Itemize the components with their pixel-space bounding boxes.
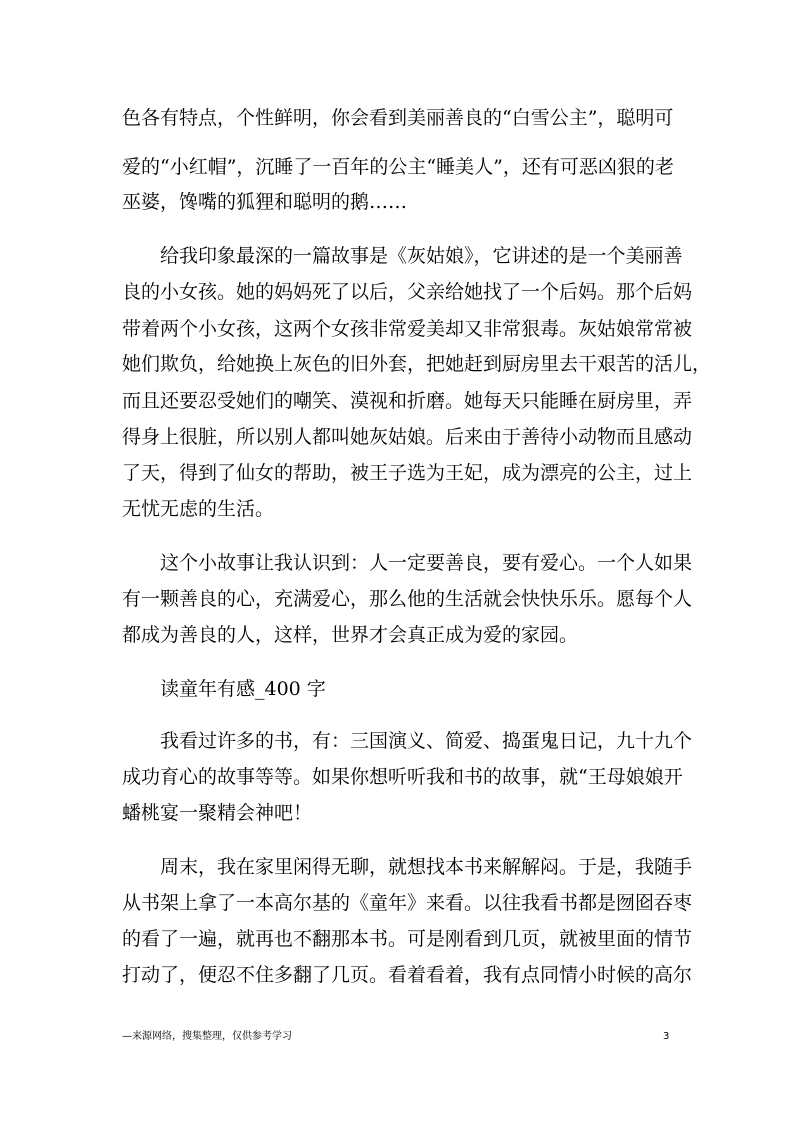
text-line: 给我印象最深的一篇故事是《灰姑娘》，它讲述的是一个美丽善 [160, 245, 683, 267]
text-line: 从书架上拿了一本高尔基的《童年》来看。以往我看书都是囫囵吞枣 [122, 892, 693, 914]
text-line: 无忧无虑的生活。 [122, 498, 275, 520]
text-line: 她们欺负，给她换上灰色的旧外套，把她赶到厨房里去干艰苦的活儿， [122, 353, 712, 375]
text-line: 带着两个小女孩，这两个女孩非常爱美却又非常狠毒。灰姑娘常常被 [122, 318, 693, 340]
text-line: 有一颗善良的心，充满爱心，那么他的生活就会快快乐乐。愿每个人 [122, 588, 693, 610]
text-line: 读童年有感_400 字 [160, 678, 326, 700]
text-line: 这个小故事让我认识到：人一定要善良，要有爱心。一个人如果 [160, 552, 693, 574]
footer-source-note: —来源网络，搜集整理，仅供参考学习 [122, 1031, 292, 1042]
text-line: 我看过许多的书，有：三国演义、简爱、捣蛋鬼日记，九十九个 [160, 730, 693, 752]
text-line: 周末，我在家里闲得无聊，就想找本书来解解闷。于是，我随手 [160, 856, 693, 878]
page-number: 3 [663, 1031, 670, 1042]
text-line: 了天，得到了仙女的帮助，被王子选为王妃，成为漂亮的公主，过上 [122, 462, 693, 484]
text-line: 巫婆，馋嘴的狐狸和聪明的鹅…… [122, 191, 408, 213]
text-line: 蟠桃宴一聚精会神吧！ [122, 802, 313, 824]
text-line: 都成为善良的人，这样，世界才会真正成为爱的家园。 [122, 624, 579, 646]
text-line: 色各有特点，个性鲜明，你会看到美丽善良的“白雪公主”，聪明可 [122, 107, 674, 129]
text-line: 而且还要忍受她们的嘲笑、漠视和折磨。她每天只能睡在厨房里，弄 [122, 390, 693, 412]
text-line: 良的小女孩。她的妈妈死了以后，父亲给她找了一个后妈。那个后妈 [122, 281, 693, 303]
text-line: 爱的“小红帽”，沉睡了一百年的公主“睡美人”，还有可恶凶狠的老 [122, 156, 674, 178]
text-line: 的看了一遍，就再也不翻那本书。可是刚看到几页，就被里面的情节 [122, 928, 693, 950]
text-line: 成功育心的故事等等。如果你想听听我和书的故事，就“王母娘娘开 [122, 766, 683, 788]
text-line: 打动了，便忍不住多翻了几页。看着看着，我有点同情小时候的高尔 [122, 964, 693, 986]
text-line: 得身上很脏，所以别人都叫她灰姑娘。后来由于善待小动物而且感动 [122, 426, 693, 448]
